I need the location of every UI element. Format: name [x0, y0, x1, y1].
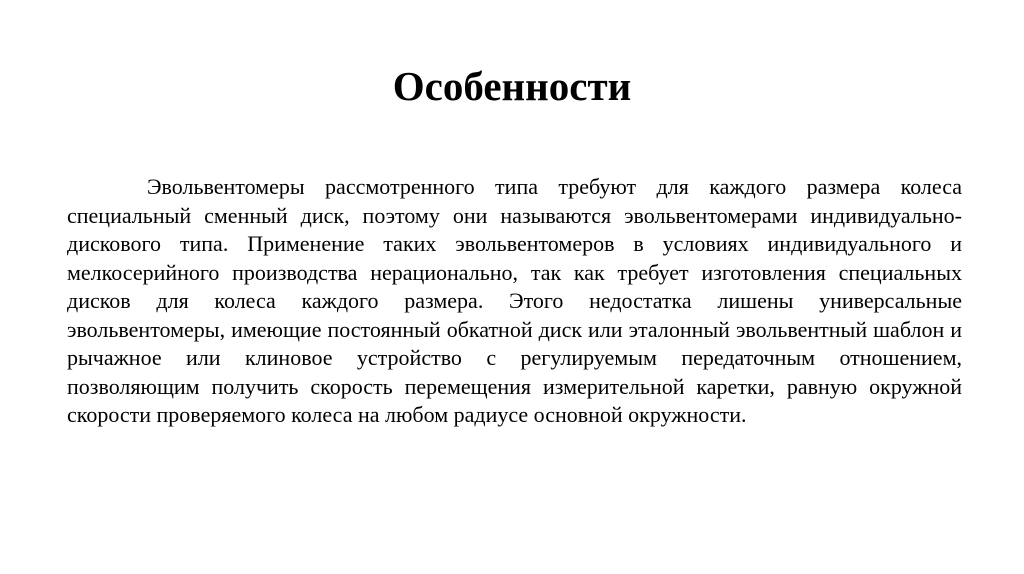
- slide-body-paragraph: Эвольвентомеры рассмотренного типа требуют для каждого размера колеса специальный сменный диск, поэтому они называются эвольвентомерами индивидуально-дискового типа. Применение таких эвольвентомеров в условиях индивидуального и мелкосерийного производства нерационально, так как требует изготовления специальных дисков для колеса каждого размера. Этого недостатка лишены универсальные эвольвентомеры, имеющие постоянный обкатной диск или эталонный эвольвентный шаблон и рычажное или клиновое устройство с регулируемым передаточным отношением, позволяющим получить скорость перемещения измерительной каретки, равную окружной скорости проверяемого колеса на любом радиусе основной окружности.: [67, 174, 962, 427]
- slide-title: Особенности: [392, 63, 632, 109]
